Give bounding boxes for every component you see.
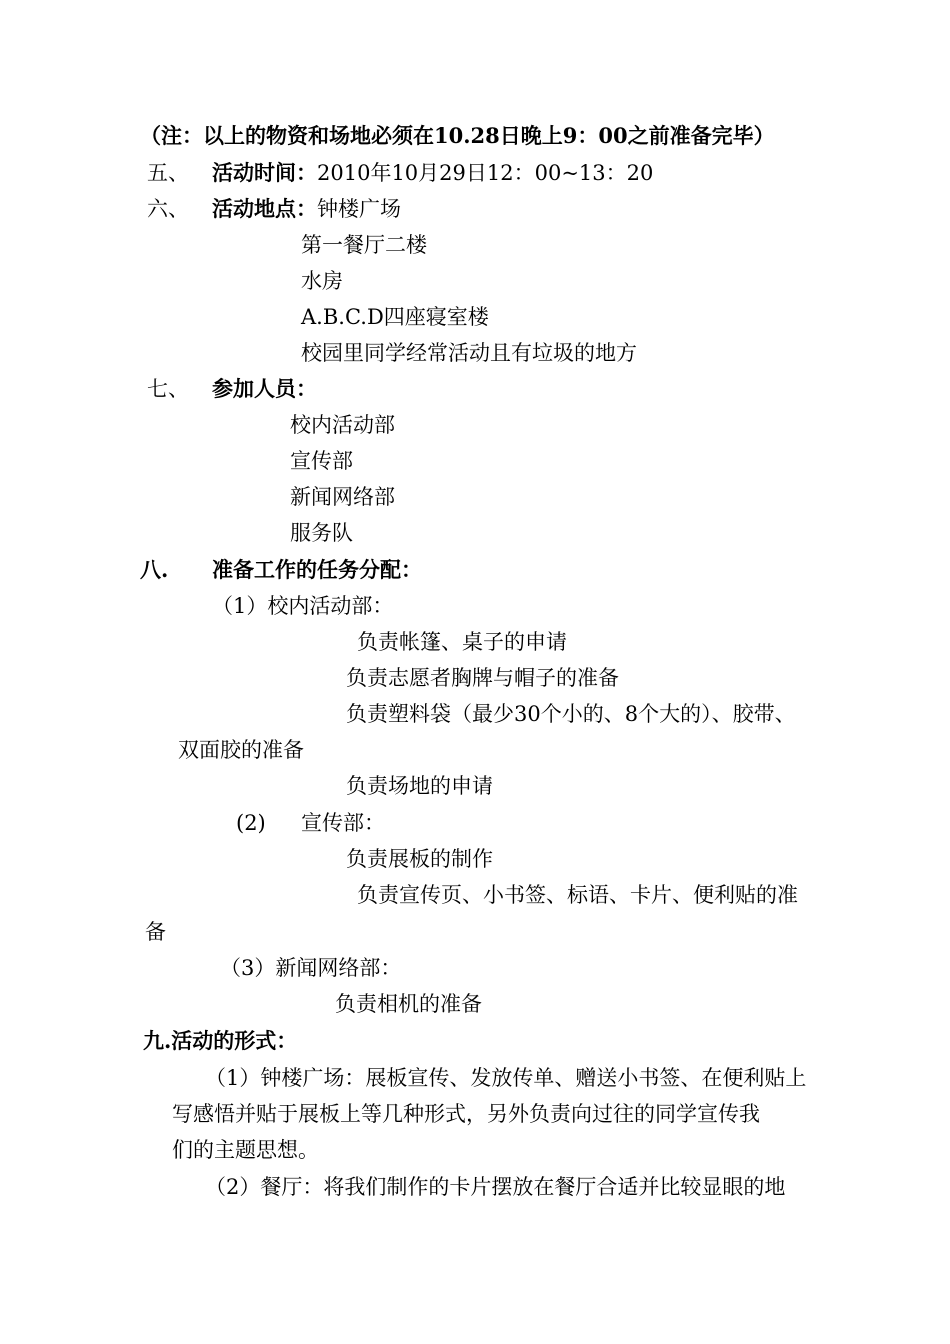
sec7-member: 校内活动部 [290, 413, 395, 437]
sec6-first-place: 钟楼广场 [317, 197, 401, 221]
sec8-group1-line: 负责帐篷、桌子的申请 [357, 630, 567, 654]
sec8-group1-line: 负责场地的申请 [346, 774, 493, 798]
sec8-number: 八. [140, 557, 169, 582]
sec5-number: 五、 [147, 161, 189, 185]
sec8-group3-title: （3）新闻网络部： [220, 956, 402, 980]
sec6-place: 水房 [301, 269, 343, 293]
sec8-group1-line: 负责塑料袋（最少30个小的、8个大的）、胶带、 [346, 702, 796, 726]
sec8-group2-line: 负责宣传页、小书签、标语、卡片、便利贴的准 [357, 883, 798, 907]
sec5-value: 2010年10月29日12：00~13：20 [317, 161, 654, 185]
sec9-title: 九.活动的形式： [143, 1028, 298, 1053]
sec8-group2-line: 负责展板的制作 [346, 847, 493, 871]
sec9-line: 们的主题思想。 [172, 1138, 319, 1162]
note-line: （注：以上的物资和场地必须在10.28日晚上9：00之前准备完毕） [140, 123, 775, 148]
sec5-label: 活动时间： [212, 160, 317, 185]
sec7-label: 参加人员： [212, 376, 317, 401]
sec9-line: 写感悟并贴于展板上等几种形式，另外负责向过往的同学宣传我 [172, 1102, 760, 1126]
sec6-label: 活动地点： [212, 196, 317, 221]
sec5-row [212, 158, 653, 188]
sec6-place: 校园里同学经常活动且有垃圾的地方 [301, 341, 637, 365]
sec8-group2-title: 宣传部： [301, 811, 385, 835]
sec8-group1-line: 负责志愿者胸牌与帽子的准备 [346, 666, 619, 690]
sec8-group1-title: （1）校内活动部： [212, 594, 394, 618]
sec6-place: A.B.C.D四座寝室楼 [301, 305, 489, 329]
sec9-line: （1）钟楼广场：展板宣传、发放传单、赠送小书签、在便利贴上 [205, 1066, 807, 1090]
sec6-place: 第一餐厅二楼 [301, 233, 427, 257]
sec8-group3-line: 负责相机的准备 [335, 992, 482, 1016]
sec8-group2-line: 备 [145, 920, 166, 944]
sec8-group2-number: (2) [236, 811, 266, 835]
sec6-row [212, 194, 401, 224]
sec7-member: 服务队 [290, 521, 353, 545]
sec7-member: 宣传部 [290, 449, 353, 473]
sec6-number: 六、 [147, 197, 189, 221]
sec7-number: 七、 [147, 377, 189, 401]
sec8-label: 准备工作的任务分配： [212, 557, 422, 582]
sec7-member: 新闻网络部 [290, 485, 395, 509]
sec9-line: （2）餐厅：将我们制作的卡片摆放在餐厅合适并比较显眼的地 [205, 1175, 786, 1199]
sec8-group1-line: 双面胶的准备 [178, 738, 304, 762]
